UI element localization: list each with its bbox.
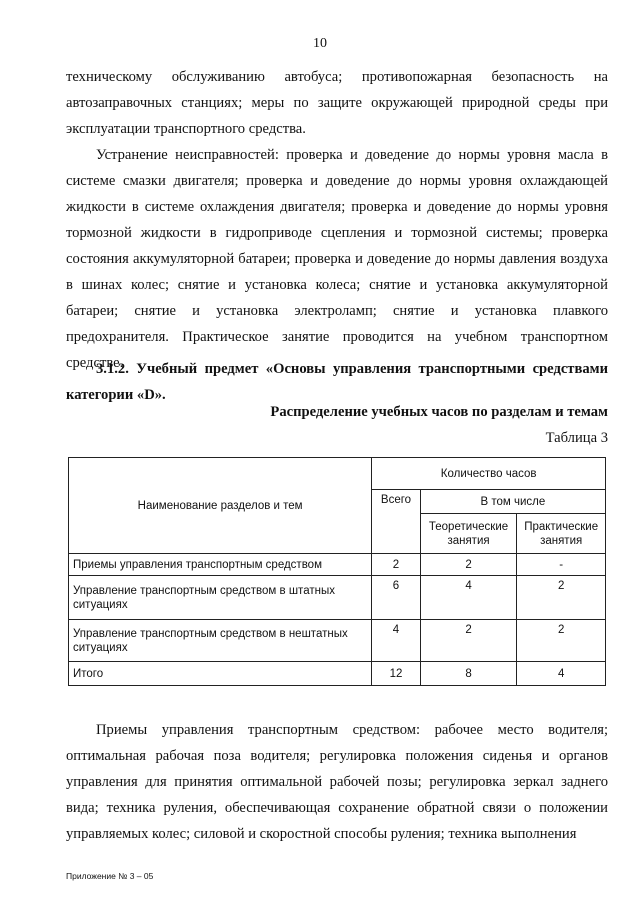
top-text-block	[66, 64, 608, 376]
row-name: Итого	[69, 662, 372, 686]
row-name: Управление транспортным средством в штатных ситуациях	[69, 576, 372, 620]
row-name: Управление транспортным средством в нештатных ситуациях	[69, 620, 372, 662]
header-total: Всего	[372, 490, 420, 554]
row-theory: 2	[420, 554, 517, 576]
paragraph-continuation: техническому обслуживанию автобуса; противопожарная безопасность на автозаправочных станциях; меры по защите окружающей природной среды при эксплуатации транспортного средства.	[66, 69, 608, 137]
table-title: Распределение учебных часов по разделам и темам	[270, 404, 608, 420]
row-theory: 4	[420, 576, 517, 620]
page-number: 10	[313, 36, 327, 51]
header-hours: Количество часов	[372, 458, 606, 490]
header-practice: Практические занятия	[517, 514, 606, 554]
row-name: Приемы управления транспортным средством	[69, 554, 372, 576]
row-total: 6	[372, 576, 420, 620]
row-practice: 2	[517, 576, 606, 620]
header-name: Наименование разделов и тем	[69, 458, 372, 554]
table-row	[69, 620, 606, 662]
header-theory: Теоретические занятия	[420, 514, 517, 554]
row-practice: -	[517, 554, 606, 576]
row-total: 12	[372, 662, 420, 686]
row-theory: 8	[420, 662, 517, 686]
paragraph-troubleshooting: Устранение неисправностей: проверка и доведение до нормы уровня масла в системе смазки двигателя; проверка и доведение до нормы уровня охлаждающей жидкости в системе охлаждения двигателя; проверка и доведение до нормы уровня тормозной жидкости в гидроприводе сцепления и тормозной системы; проверка состояния аккумуляторной батареи; проверка и доведение до нормы давления воздуха в шинах колес; снятие и установка колеса; снятие и установка аккумуляторной батареи; снятие и установка электроламп; снятие и установка плавкого предохранителя. Практическое занятие проводится на учебном транспортном средстве.	[66, 147, 608, 371]
table-row	[69, 554, 606, 576]
row-practice: 2	[517, 620, 606, 662]
bottom-text-block	[66, 717, 608, 847]
row-total: 4	[372, 620, 420, 662]
row-practice: 4	[517, 662, 606, 686]
footer-note: Приложение № 3 – 05	[66, 871, 154, 881]
table-row	[69, 576, 606, 620]
section-heading: 3.1.2. Учебный предмет «Основы управления транспортными средствами категории «D».	[66, 361, 608, 403]
table-row-total	[69, 662, 606, 686]
hours-table	[68, 457, 606, 686]
table-number: Таблица 3	[545, 430, 608, 446]
header-including: В том числе	[420, 490, 605, 514]
row-total: 2	[372, 554, 420, 576]
paragraph-driving-techniques: Приемы управления транспортным средством: рабочее место водителя; оптимальная рабочая поза водителя; регулировка положения сиденья и органов управления для принятия оптимальной рабочей позы; регулировка зеркал заднего вида; техника руления, обеспечивающая сохранение обратной связи о положении управляемых колес; силовой и скоростной способы руления; техника выполнения	[66, 722, 608, 842]
section-heading-block	[66, 356, 608, 408]
row-theory: 2	[420, 620, 517, 662]
